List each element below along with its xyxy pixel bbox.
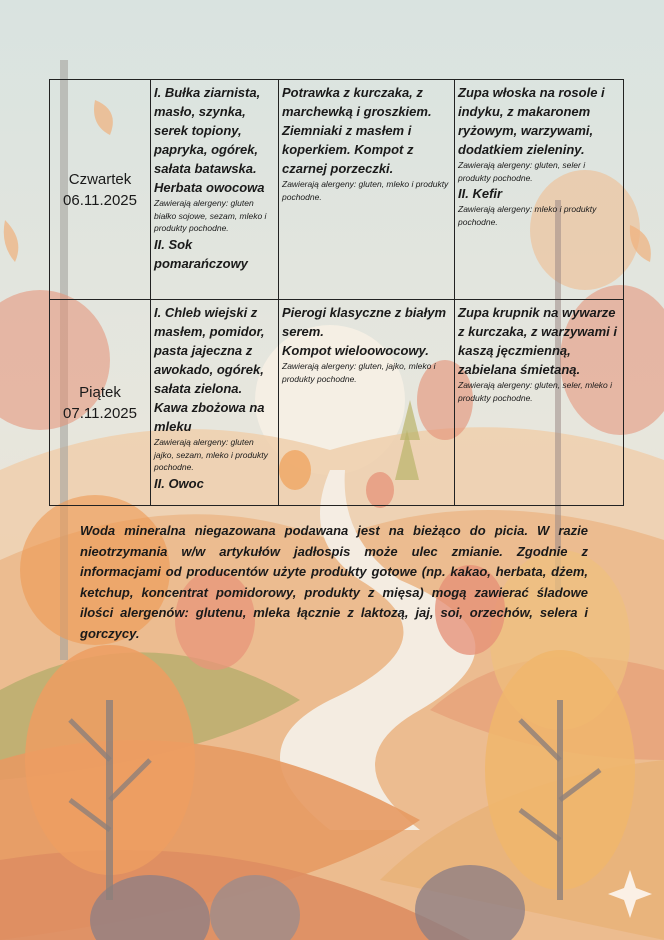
day-date: 07.11.2025 [63, 405, 137, 422]
allergen-info: Zawierają alergeny: gluten białko sojowe, sezam, mleko i produkty pochodne. [154, 198, 267, 233]
allergen-info: Zawierają alergeny: gluten, seler, mleko i produkty pochodne. [458, 380, 613, 403]
soup-cell [455, 80, 624, 300]
soup-dish: Zupa włoska na rosole i indyku, z makaronem ryżowym, warzywami, dodatkiem zieleniny. [458, 85, 605, 157]
day-cell [50, 80, 151, 300]
soup-dish: Zupa krupnik na wywarze z kurczaka, z warzywami i kaszą jęczmienną, zabielana śmietaną. [458, 305, 617, 377]
lunch-dish: Potrawka z kurczaka, z marchewką i groszkiem. Ziemniaki z masłem i koperkiem. Kompot z czarnej porzeczki. [282, 85, 432, 176]
table-row [50, 80, 624, 300]
allergen-info: Zawierają alergeny: gluten, seler i produkty pochodne. [458, 160, 586, 183]
breakfast-cell [151, 80, 279, 300]
lunch-cell [279, 300, 455, 506]
lunch-cell [279, 80, 455, 300]
day-name: Czwartek [68, 171, 132, 188]
afternoon-snack: II. Kefir [458, 186, 503, 201]
lunch-drink: Kompot wieloowocowy. [282, 343, 429, 358]
day-cell [50, 300, 151, 506]
menu-table [49, 79, 624, 506]
soup-cell [455, 300, 624, 506]
allergen-info: Zawierają alergeny: gluten, mleko i produkty pochodne. [282, 179, 449, 202]
allergen-info: Zawierają alergeny: mleko i produkty pochodne. [458, 204, 597, 227]
second-breakfast: II. Sok pomarańczowy [154, 236, 248, 271]
breakfast-dish: I. Bułka ziarnista, masło, szynka, serek topiony, papryka, ogórek, sałata batawska. Herbata owocowa [154, 85, 265, 195]
lunch-dish: Pierogi klasyczne z białym serem. [282, 305, 447, 339]
breakfast-cell [151, 300, 279, 506]
second-breakfast: II. Owoc [154, 475, 204, 491]
breakfast-dish: I. Chleb wiejski z masłem, pomidor, pasta jajeczna z awokado, ogórek, sałata zielona. Kawa zbożowa na mleku [154, 305, 265, 434]
table-row [50, 300, 624, 506]
allergen-info: Zawierają alergeny: gluten, jajko, mleko i produkty pochodne. [282, 361, 436, 384]
footer-note: Woda mineralna niegazowana podawana jest na bieżąco do picia. W razie nieotrzymania w/w artykułów jadłospis może ulec zmianie. Zgodnie z informacjami od producentów użyte produkty gotowe (np. kakao, herbata, dżem, ketchup, koncentrat pomidorowy, produkty z mięsa) mogą zawierać śladowe ilości alergenów: glutenu, mleka łącznie z laktozą, jaj, soi, orzechów, selera i gorczycy. [80, 523, 588, 641]
day-date: 06.11.2025 [63, 192, 137, 209]
allergen-info: Zawierają alergeny: gluten jajko, sezam, mleko i produkty pochodne. [154, 437, 268, 472]
day-name: Piątek [79, 384, 121, 401]
